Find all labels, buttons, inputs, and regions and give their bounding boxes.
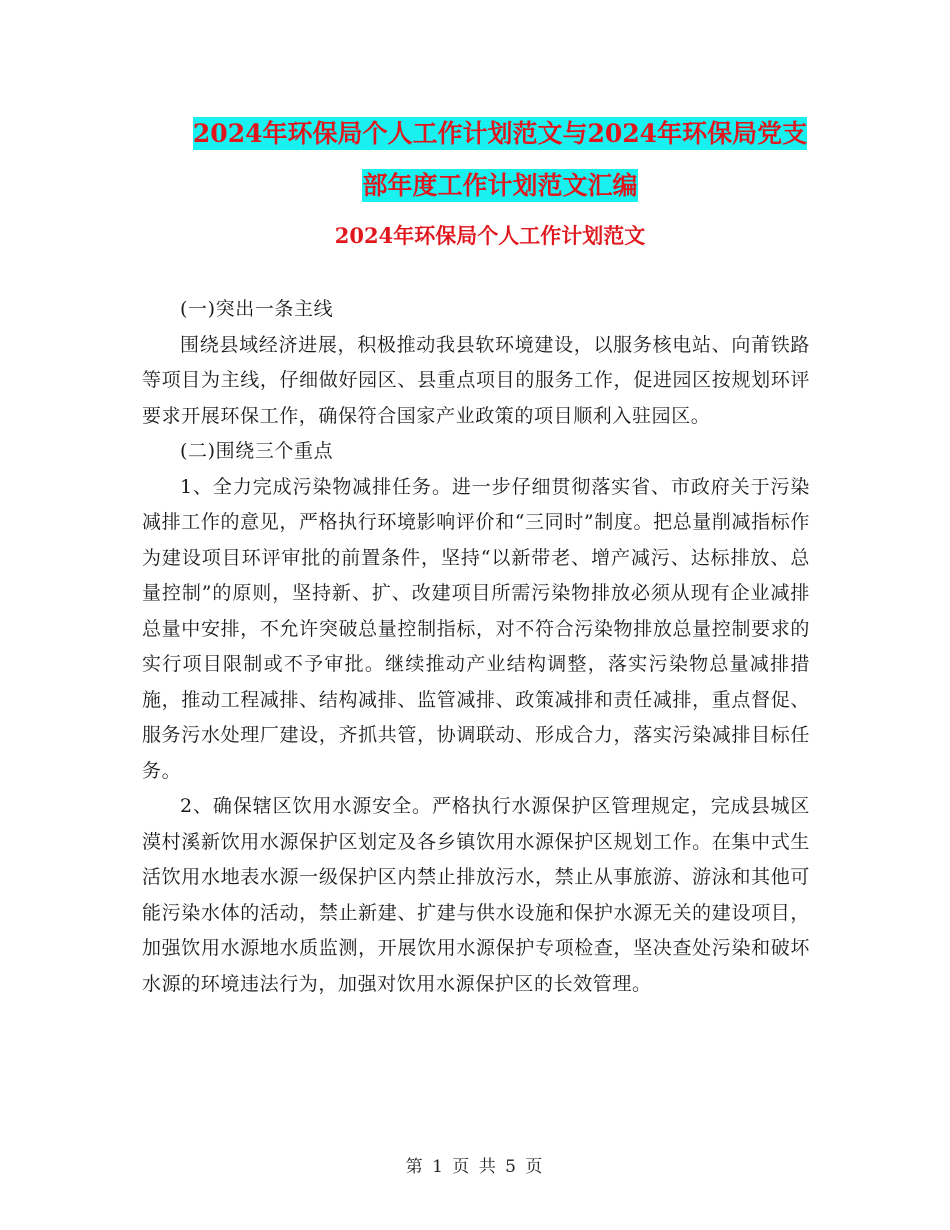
section-title: 2024年环保局个人工作计划范文 [334,223,646,248]
paragraph: 2、确保辖区饮用水源安全。严格执行水源保护区管理规定，完成县城区漠村溪新饮用水源保护区划定及各乡镇饮用水源保护区规划工作。在集中式生活饮用水地表水源一级保护区内禁止排放污水，禁止从事旅游、游泳和其他可能污染水体的活动，禁止新建、扩建与供水设施和保护水源无关的建设项目，加强饮用水源地水质监测，开展饮用水源保护专项检查，坚决查处污染和破坏水源的环境违法行为，加强对饮用水源保护区的长效管理。 [142,795,810,995]
title-line-1: 2024年环保局个人工作计划范文与2024年环保局党支 [192,119,808,148]
paragraph-heading-1: (一)突出一条主线 [180,298,334,320]
paragraph-heading-2: (二)围绕三个重点 [180,440,334,462]
document-body [142,292,810,1002]
page-footer: 第 1 页 共 5 页 [405,1157,545,1177]
paragraph: 1、全力完成污染物减排任务。进一步仔细贯彻落实省、市政府关于污染减排工作的意见，严格执行环境影响评价和“三同时”制度。把总量削减指标作为建设项目环评审批的前置条件，坚持“以新带老、增产减污、达标排放、总量控制”的原则，坚持新、扩、改建项目所需污染物排放必须从现有企业减排总量中安排，不允许突破总量控制指标，对不符合污染物排放总量控制要求的实行项目限制或不予审批。继续推动产业结构调整，落实污染物总量减排措施，推动工程减排、结构减排、监管减排、政策减排和责任减排，重点督促、服务污水处理厂建设，齐抓共管，协调联动、形成合力，落实污染减排目标任务。 [142,475,810,782]
document-title [140,108,860,212]
paragraph: 围绕县域经济进展，积极推动我县软环境建设，以服务核电站、向莆铁路等项目为主线，仔细做好园区、县重点项目的服务工作，促进园区按规划环评要求开展环保工作，确保符合国家产业政策的项目顺利入驻园区。 [142,333,810,427]
title-line-2: 部年度工作计划范文汇编 [362,171,638,200]
